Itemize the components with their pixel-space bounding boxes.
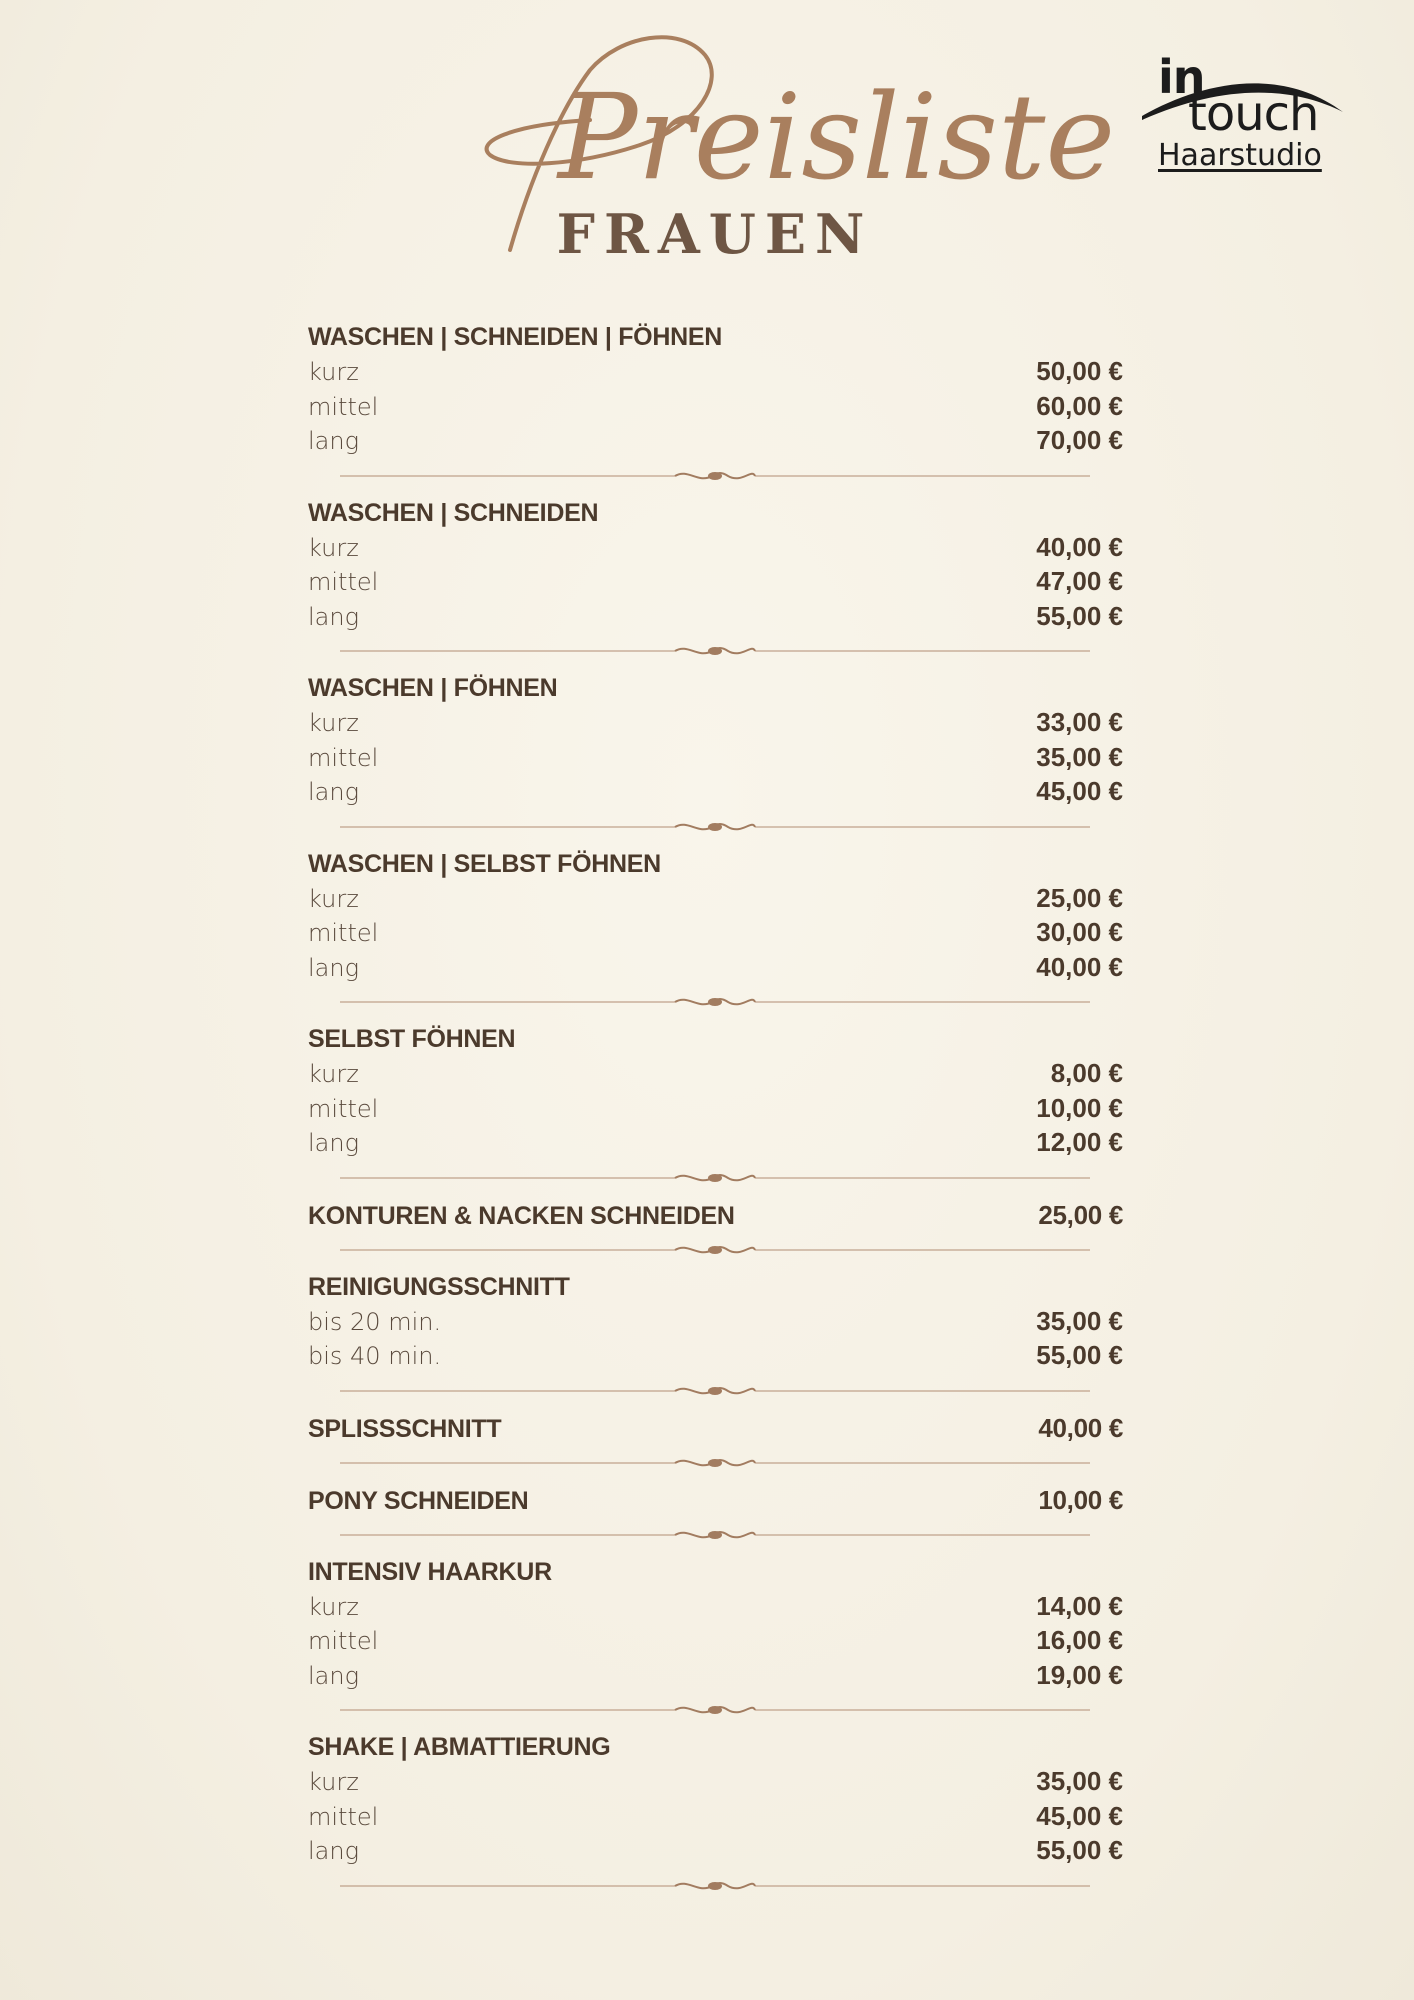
ornament-divider-icon [320,1451,1110,1475]
row-price: 50,00 € [1036,356,1123,386]
price-row [308,1764,1123,1799]
price-section [308,1411,1123,1475]
price-row [308,705,1123,740]
section-header [308,1022,1123,1056]
row-label: mittel [308,1627,379,1655]
section-title: KONTUREN & NACKEN SCHNEIDEN [308,1201,735,1230]
ornament-divider-icon [320,1238,1110,1262]
section-header [308,1730,1123,1764]
section-header [308,1483,1123,1517]
price-row [308,564,1123,599]
row-price: 10,00 € [1036,1092,1123,1123]
row-price: 70,00 € [1036,425,1123,455]
row-label: lang [308,778,359,806]
row-price: 35,00 € [1036,741,1123,772]
row-price: 19,00 € [1036,1659,1123,1690]
price-section [308,1198,1123,1262]
section-title: SELBST FÖHNEN [308,1025,516,1053]
section-title: WASCHEN | SCHNEIDEN | FÖHNEN [308,323,722,351]
section-header [308,1411,1123,1445]
logo-text-studio: Haarstudio [1158,138,1322,173]
row-label: lang [308,1661,359,1690]
ornament-divider-icon [320,639,1110,663]
section-price: 25,00 € [1038,1199,1123,1230]
section-header [308,1198,1123,1232]
price-row [308,915,1123,950]
haarstudio-logo [1138,50,1348,178]
price-row [308,881,1123,916]
section-header [308,1270,1123,1304]
section-price: 10,00 € [1038,1484,1123,1515]
section-header [308,496,1123,530]
row-label: kurz [308,884,359,913]
row-label: mittel [308,568,379,596]
price-row [308,1338,1123,1373]
row-price: 60,00 € [1036,390,1123,421]
price-row [308,1623,1123,1658]
row-label: lang [308,1129,359,1157]
ornament-divider-icon [320,1379,1110,1403]
price-row [308,774,1123,809]
row-label: kurz [308,358,359,386]
row-label: bis 20 min. [308,1307,442,1336]
row-price: 16,00 € [1036,1625,1123,1655]
section-title: SPLISSSCHNITT [308,1414,502,1443]
ornament-divider-icon [320,1523,1110,1547]
logo-text-in: in [1158,50,1205,104]
price-row [308,1056,1123,1091]
title-script-text: Preisliste [558,68,1116,206]
row-label: mittel [308,1802,379,1831]
price-row [308,950,1123,985]
price-row [308,354,1123,389]
row-price: 35,00 € [1036,1766,1123,1796]
price-section [308,1730,1123,1898]
section-title: INTENSIV HAARKUR [308,1557,552,1586]
section-header [308,847,1123,881]
ornament-divider-icon [320,464,1110,488]
row-price: 25,00 € [1036,882,1123,913]
price-row [308,1799,1123,1834]
row-price: 12,00 € [1036,1127,1123,1157]
row-label: lang [308,427,359,455]
price-row [308,1589,1123,1624]
row-price: 45,00 € [1036,776,1123,806]
row-price: 55,00 € [1036,1340,1123,1370]
row-price: 35,00 € [1036,1305,1123,1336]
ornament-divider-icon [320,1874,1110,1898]
section-title: WASCHEN | FÖHNEN [308,674,558,702]
section-price: 40,00 € [1038,1412,1123,1443]
section-header [308,320,1123,354]
price-section [308,1483,1123,1547]
price-row [308,423,1123,458]
section-header [308,671,1123,705]
row-label: lang [308,1837,359,1865]
price-row [308,1833,1123,1868]
logo-text-touch: touch [1188,86,1319,142]
row-price: 40,00 € [1036,951,1123,982]
row-price: 55,00 € [1036,600,1123,631]
section-header [308,1555,1123,1589]
price-row [308,599,1123,634]
ornament-divider-icon [320,815,1110,839]
price-section [308,1270,1123,1403]
row-price: 40,00 € [1036,531,1123,562]
section-title: REINIGUNGSSCHNITT [308,1272,570,1301]
price-section [308,320,1123,488]
subtitle: FRAUEN [556,202,874,266]
row-price: 47,00 € [1036,566,1123,596]
price-section [308,1022,1123,1190]
row-price: 45,00 € [1036,1800,1123,1831]
price-list [308,320,1123,1906]
price-row [308,1304,1123,1339]
row-label: kurz [308,709,359,737]
price-row [308,1658,1123,1693]
section-title: WASCHEN | SELBST FÖHNEN [308,849,661,878]
ornament-divider-icon [320,990,1110,1014]
price-row [308,1125,1123,1160]
price-row [308,1091,1123,1126]
row-label: kurz [308,1060,359,1088]
row-label: kurz [308,533,359,562]
row-price: 30,00 € [1036,917,1123,947]
row-price: 33,00 € [1036,707,1123,737]
row-price: 55,00 € [1036,1835,1123,1865]
ornament-divider-icon [320,1166,1110,1190]
price-row [308,389,1123,424]
row-label: kurz [308,1768,359,1796]
row-label: kurz [308,1592,359,1621]
price-section [308,496,1123,664]
row-label: mittel [308,392,379,421]
row-price: 8,00 € [1050,1058,1123,1088]
row-price: 14,00 € [1036,1590,1123,1621]
row-label: bis 40 min. [308,1342,442,1370]
row-label: lang [308,953,359,982]
section-title: SHAKE | ABMATTIERUNG [308,1733,611,1761]
price-section [308,671,1123,839]
section-title: WASCHEN | SCHNEIDEN [308,498,599,527]
price-section [308,1555,1123,1723]
row-label: mittel [308,743,379,772]
price-row [308,740,1123,775]
row-label: lang [308,602,359,631]
row-label: mittel [308,1094,379,1123]
price-row [308,530,1123,565]
ornament-divider-icon [320,1698,1110,1722]
row-label: mittel [308,919,379,947]
section-title: PONY SCHNEIDEN [308,1486,529,1515]
price-section [308,847,1123,1015]
